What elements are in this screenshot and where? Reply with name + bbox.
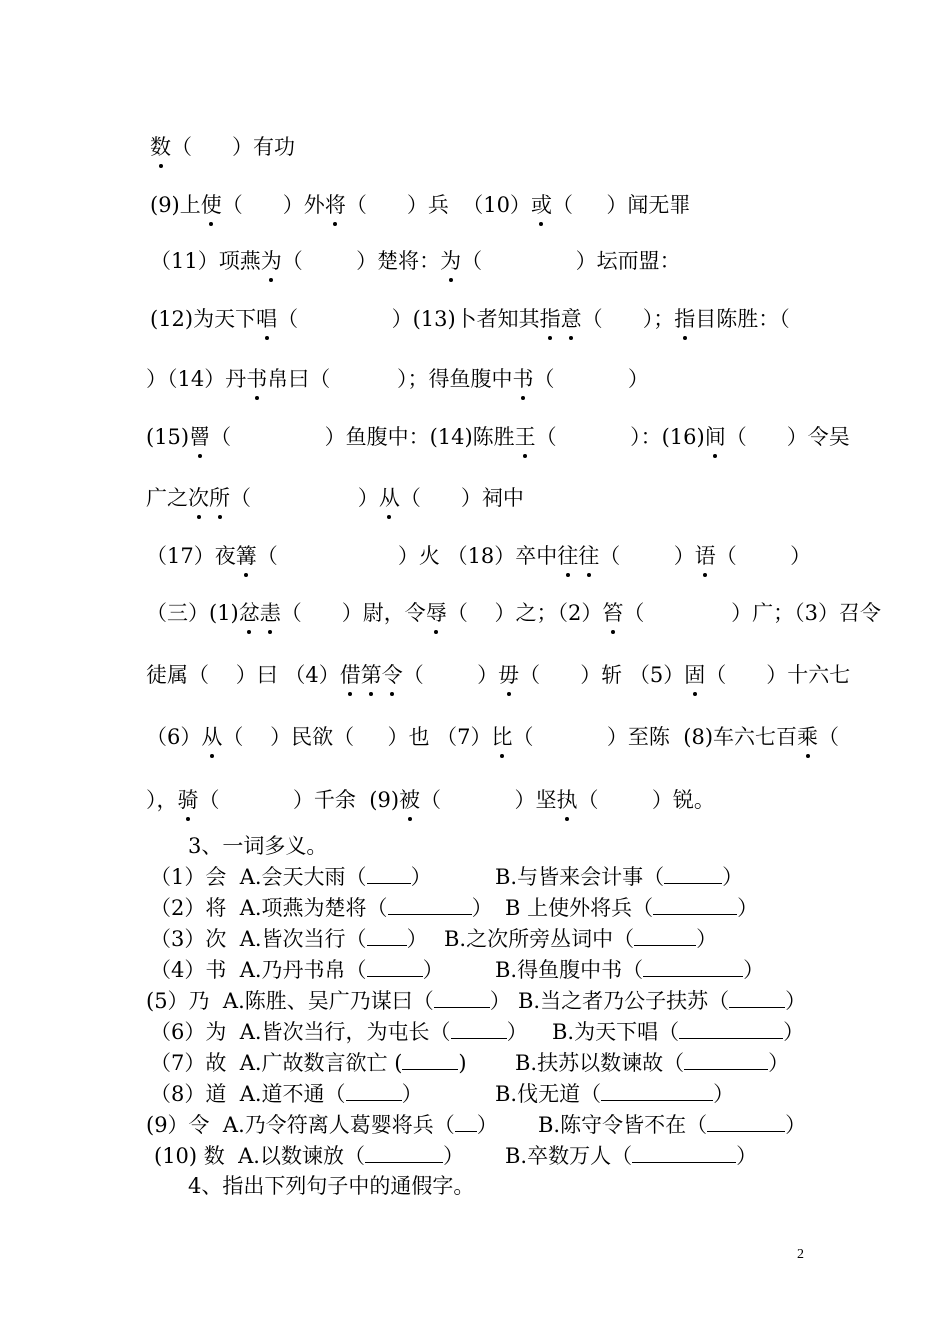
polysemy-row-b: B.为天下唱（ ） [552,1020,805,1044]
answer-blank[interactable] [632,1142,736,1163]
vocab-line-7: 广之次所（ ）从（ ）祠中 [146,486,524,510]
dotted-char: 书 [512,367,534,391]
dotted-char: 毋 [498,663,520,687]
polysemy-row: （2）将 A.项燕为楚将（ ） [150,896,493,920]
vocab-line-5: ）（14）丹书帛曰（ ）；得鱼腹中书（ ） [146,367,649,391]
polysemy-row-b: B.与皆来会计事（ ） [495,865,744,889]
answer-blank[interactable] [634,925,696,946]
dotted-char: 令 [381,663,403,687]
dotted-char: 比 [491,725,513,749]
polysemy-row: （6）为 A.皆次当行，为屯长（ ） [150,1020,528,1044]
dotted-char: 从 [201,725,223,749]
polysemy-row: （4）书 A.乃丹书帛（ ） [150,958,444,982]
section-4-title: 4、指出下列句子中的通假字。 [188,1174,475,1198]
polysemy-row: (5）乃 A.陈胜、吴广乃谋曰（ ） [146,989,511,1013]
answer-blank[interactable] [707,1111,785,1132]
dotted-char: 次 [188,486,209,510]
vocab-line-6: (15)罾（ ）鱼腹中：(14)陈胜王（ ）：(16)间（ ）令吴 [146,425,850,449]
dotted-char: 恚 [259,601,281,625]
vocab-line-3: （11）项燕为（ ）楚将：为（ ）坛而盟： [150,249,681,273]
answer-blank[interactable] [451,1018,507,1039]
answer-blank[interactable] [653,894,737,915]
answer-blank[interactable] [346,1080,402,1101]
polysemy-row-b: B 上使外将兵（ ） [505,896,759,920]
dotted-char: 语 [694,544,716,568]
polysemy-row-b: B.扶苏以数谏故（ ） [515,1051,790,1075]
answer-blank[interactable] [684,1049,768,1070]
dotted-char: 王 [514,425,536,449]
dotted-char: 第 [360,663,382,687]
dotted-char: 往 [557,544,579,568]
dotted-char: 或 [530,193,552,217]
dotted-char: 往 [578,544,600,568]
dotted-char: 唱 [256,307,278,331]
dotted-char: 指 [674,307,696,331]
vocab-line-2: (9)上使（ ）外将（ ）兵 （10）或（ ）闻无罪 [150,193,691,217]
dotted-char: 忿 [238,601,260,625]
vocab-line-10: 徒属（ ）曰 （4）借第令（ ）毋（ ）斩 （5）固（ ）十六七 [146,663,851,687]
dotted-char: 使 [200,193,222,217]
dotted-char: 为 [260,249,282,273]
answer-blank[interactable] [402,1049,458,1070]
polysemy-row-b: B.之次所旁丛词中（ ） [444,927,718,951]
vocab-line-8: （17）夜篝（ ）火 （18）卒中往往（ ）语（ ） [146,544,812,568]
dotted-char: 篝 [235,544,257,568]
dotted-char: 执 [556,788,578,812]
dotted-char: 间 [704,425,726,449]
answer-blank[interactable] [388,894,472,915]
dotted-char: 从 [378,486,400,510]
dotted-char: 乘 [797,725,819,749]
answer-blank[interactable] [367,863,411,884]
dotted-char: 书 [246,367,268,391]
vocab-line-9: （三）(1)忿恚（ ）尉，令辱（ ）之；（2）笞（ ）广；（3）召令 [146,601,882,625]
answer-blank[interactable] [367,956,423,977]
dotted-char: 指 [539,307,561,331]
polysemy-row-b: B.得鱼腹中书（ ） [495,958,765,982]
dotted-char: 为 [440,249,462,273]
answer-blank[interactable] [434,987,490,1008]
polysemy-row: （7）故 A.广故数言欲亡 ( ) [150,1051,467,1075]
answer-blank[interactable] [643,956,743,977]
dotted-char: 所 [209,486,230,510]
dotted-char: 笞 [602,601,624,625]
vocab-line-11: （6）从（ ）民欲（ ）也 （7）比（ ）至陈 (8)车六七百乘（ [146,725,840,749]
dotted-char: 辱 [425,601,447,625]
section-3-title: 3、一词多义。 [188,834,328,858]
polysemy-row-b: B.陈守令皆不在（ ） [538,1113,807,1137]
polysemy-row-b: B.卒数万人（ ） [505,1144,758,1168]
dotted-char: 被 [399,788,421,812]
polysemy-row: （3）次 A.皆次当行（ ） [150,927,428,951]
polysemy-row: （8）道 A.道不通（ ） [150,1082,423,1106]
dotted-char: 数 [150,135,171,159]
polysemy-row: (9）令 A.乃令符离人葛婴将兵（ ） [146,1113,498,1137]
vocab-line-4: (12)为天下唱（ ）(13)卜者知其指意（ ）；指目陈胜：（ [150,307,790,331]
dotted-char: 将 [324,193,346,217]
vocab-line-1: 数（ ）有功 [150,135,296,159]
answer-blank[interactable] [679,1018,783,1039]
polysemy-row: (10) 数 A.以数谏放（ ） [154,1144,464,1168]
dotted-char: 意 [560,307,582,331]
answer-blank[interactable] [729,987,785,1008]
vocab-line-12: ），骑（ ）千余 (9)被（ ）坚执（ ）锐。 [146,788,715,812]
polysemy-row-b: B.伐无道（ ） [495,1082,735,1106]
answer-blank[interactable] [664,863,722,884]
answer-blank[interactable] [455,1111,477,1132]
dotted-char: 罾 [189,425,211,449]
page-number: 2 [797,1247,804,1262]
dotted-char: 固 [684,663,706,687]
polysemy-row: （1）会 A.会天大雨（ ） [150,865,432,889]
dotted-char: 借 [339,663,361,687]
polysemy-row-b: B.当之者乃公子扶苏（ ） [518,989,807,1013]
dotted-char: 骑 [177,788,199,812]
answer-blank[interactable] [601,1080,713,1101]
answer-blank[interactable] [365,1142,443,1163]
answer-blank[interactable] [367,925,407,946]
